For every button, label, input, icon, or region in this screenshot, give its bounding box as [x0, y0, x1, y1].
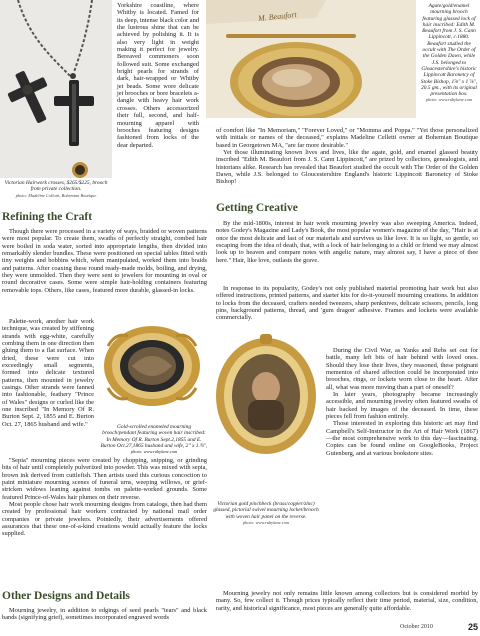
creative-para1-block: [216, 220, 478, 264]
refining-para4: Most people chose hair work mourning designs from catalogs, then had them created by professional hair workers contracted by national mail order companies or private jewelers. Pointedly, their advertisements offered assurances that these one-of-a-kind creations would actually feature the locks supplied.: [2, 501, 207, 538]
pinchbeck-caption-credit: photo: www.rubylane.com: [242, 519, 290, 525]
col2-top-para2: Yet those illuminating known lives and lives, like the agate, gold, and enamel glassed beauty inscribed "Edith M. Beaufort from J. S. Cann Lippincott," are prized by collectors, genealogists, and historians alike. Research has revealed that Beaufort studied the occult with The Order of the Golden Dawn, while J.S. belonged to Gloucestershire England's historic Lippincott Baronetcy of Stoke Bishop!: [216, 149, 478, 186]
agate-caption-credit: photo: www.rubylane.com: [425, 97, 473, 103]
col2-top-text: [216, 127, 478, 186]
brooch-inscription: M. Beaufort: [257, 10, 298, 23]
footer-page-number: 25: [467, 622, 478, 632]
refining-para2: Palette-work, another hair work technique, was created by stiffening strands with egg-white, carefully combing them in one direction then gluing them to a flat surface. When dried, these were cut into exceedingly small segments, formed into delicate textured patterns, then mounted in jewelry casings. Other strands were fanned into fashionable, feathery "Prince of Wales" designs or curled like the one inscribed "In Memory Of R. Burton Sept. 2, 1855 and E. Burton Oct. 27, 1865 husband and wife.": [2, 318, 94, 428]
col1-top-paragraph: Yorkshire coastline, where Whitby is located. Famed for its deep, intense black color and the lustrous shine that can be achieved by polishing it. It is also very light in weight making it perfect for jewelry. Bereaved commoners soon followed suit. Some exchanged bright pearls for strands of dark, hair-wrapped or Whitby jet beads. Some wore delicate jet brooches or bore bracelets a-dangle with heavy hair work crosses. Others accessorized their full, second, and half-mourning apparel with brooches featuring designs fashioned from locks of the dear departed.: [117, 2, 199, 149]
refining-para2-block: [2, 318, 94, 428]
refining-para3-4-block: [2, 457, 207, 538]
gold-scroll-caption: [100, 424, 208, 455]
creative-para3: During the Civil War, as Yanks and Rebs set out for battle, many left bits of hair behind with loved ones. Should they lose their lives, they reasoned, these poignant mementos of shared affection could be incorporated into brooches, rings, or lockets worn close to the heart. After all, what was more moving than a part of oneself?: [326, 347, 478, 391]
col2-top-para1: of comfort like "In Memoriam," "Forever Loved," or "Momma and Poppa." "Yet those personalized with initials or names of the deceased," explains Madeline Celletti owner at Bohemian Boutique based in Georgetown MA, "are far more desirable.": [216, 127, 478, 149]
creative-para5: Those interested in exploring this historic art may find Campbell's Self-Instructor in the Art of Hair Work (1867)—the most comprehensive work to this day—fascinating. Copies can be found online on GoogleBooks, Project Gutenberg, and at various bookstore sites.: [326, 420, 478, 457]
creative-para6-block: [216, 590, 478, 612]
agate-brooch-photo: [206, 0, 416, 118]
refining-para1-block: [2, 228, 207, 294]
other-designs-block: [2, 607, 207, 622]
creative-para2-block: [216, 285, 478, 322]
crosses-caption-credit: photo: Madeline Collotti, Bohemian Boutique: [15, 192, 97, 198]
gold-scroll-caption-credit: photo: www.rubylane.com: [130, 449, 178, 455]
creative-para1: By the mid-1800s, interest in hair work mourning jewelry was also sweeping America. Indeed, notes Godey's Magazine and Lady's Book, the most popular women's magazine of the day, "Hair is at once the most delicate and last of our materials and survives us like love. It is so light, so gentle, so escaping from the idea of death, that, with a lock of hair belonging to a child or friend we may almost look up to heaven and compare notes with angelic nature, may almost say, I have a piece of thee here." Hair, like love, outlasts the grave.: [216, 220, 478, 264]
heading-getting-creative: Getting Creative: [216, 202, 298, 214]
creative-para4: In later years, photography became increasingly accessible, and mourning jewelry often featured swaths of hair backed by images of the deceased. In time, these pieces fell from fashion entirely.: [326, 391, 478, 421]
pinchbeck-locket-photo: [212, 332, 320, 456]
footer-issue: October 2010: [400, 624, 433, 630]
creative-para3-5-block: [326, 347, 478, 457]
creative-para6: Mourning jewelry not only remains little known among collectors but is considered morbid by many. So, few collect it. Though prices typically reflect their time period, material, size, condition, rarity, and historical significance, most pieces are generally quite affordable.: [216, 590, 478, 612]
pinchbeck-caption: [212, 501, 320, 526]
heading-other-designs: Other Designs and Details: [2, 590, 130, 602]
crosses-caption: [2, 180, 110, 199]
agate-caption: [420, 3, 478, 104]
hairwork-crosses-photo: [0, 0, 112, 178]
heading-refining-the-craft: Refining the Craft: [2, 211, 93, 223]
creative-para2: In response to its popularity, Godey's not only published material promoting hair work but also offered instructions, printed patterns, and starter kits for do-it-yourself mourning creations. In addition to locks from the deceased, crafters needed tweezers, sharp penknives, delicate scissors, pencils, long pins, background patterns, thread, and 'gum dragon' adhesive. Frames and lockets were available commercially.: [216, 285, 478, 322]
pinchbeck-caption-text: Victorian gold pinchbeck (brass/copper/zinc) glassed, pictorial swivel mourning locket/brooch with woven hair panel on the reverse.: [213, 501, 319, 520]
agate-caption-text: Agate/gold/enamel mourning brooch featuring glassed lock of hair inscribed: Edith M. Beaufort from J. S. Cann Lippincott, c.1880. Beaufort studied the occult with The Order of the Golden Dawn, while J.S. belonged to Gloucestershire's historic Lippincott Baronetcy of Stoke Bishop, 1⅞" x 1 ⅞", 20.5 gm., with its original presentation box.: [420, 3, 478, 98]
gold-scroll-brooch-photo: [98, 316, 208, 420]
refining-para1: Though there were processed in a variety of ways, braided or woven patterns were most popular. To create them, swaths of perfectly straight, combed hair were boiled in soda water, sorted into appropriate lengths, then divided into remarkably slender bundles. These were positioned on special tables fitted with tiny weights and bobbins which, when manipulated, worked them into braids and patterns. After coaxing these round ready-made molds, boiling, and drying, they were unmolded. Then they were sent to jewelers for mounting in oval or round decorative cases. Some were simple hair-holding containers featuring removable tops. Others, like cases, featured more durable, glassed-in locks.: [2, 228, 207, 294]
gold-scroll-caption-text: Gold-scrolled enameled mourning brooch/pendant featuring woven hair inscribed: In Memory Of R. Burton Sept.2,1855 and E. Burton Oct.27,1865 husband and wife, 2" x 1.¾",: [100, 424, 208, 449]
footer: [400, 622, 478, 634]
crosses-caption-text: Victorian Hairwork crosses, $265/$225, brooch from private collection.: [4, 180, 108, 193]
refining-para3: "Sepia" mourning pieces were created by chopping, snipping, or grinding bits of hair until completely pulverized into powder. This was mixed with sepia, brown ink derived from cuttlefish. Then artists used this curious concoction to paint miniature mourning scenes of funeral urns, weeping willows, or grief-stricken widows leaning against tombs on palette-worked grounds. Some featured Prince-of-Wales hair plumes on their reverse.: [2, 457, 207, 501]
col1-top-text: [117, 2, 199, 149]
other-designs-para1: Mourning jewelry, in addition to edgings of seed pearls "tears" and black bands (signifying grief), sometimes incorporated engraved words: [2, 607, 207, 622]
